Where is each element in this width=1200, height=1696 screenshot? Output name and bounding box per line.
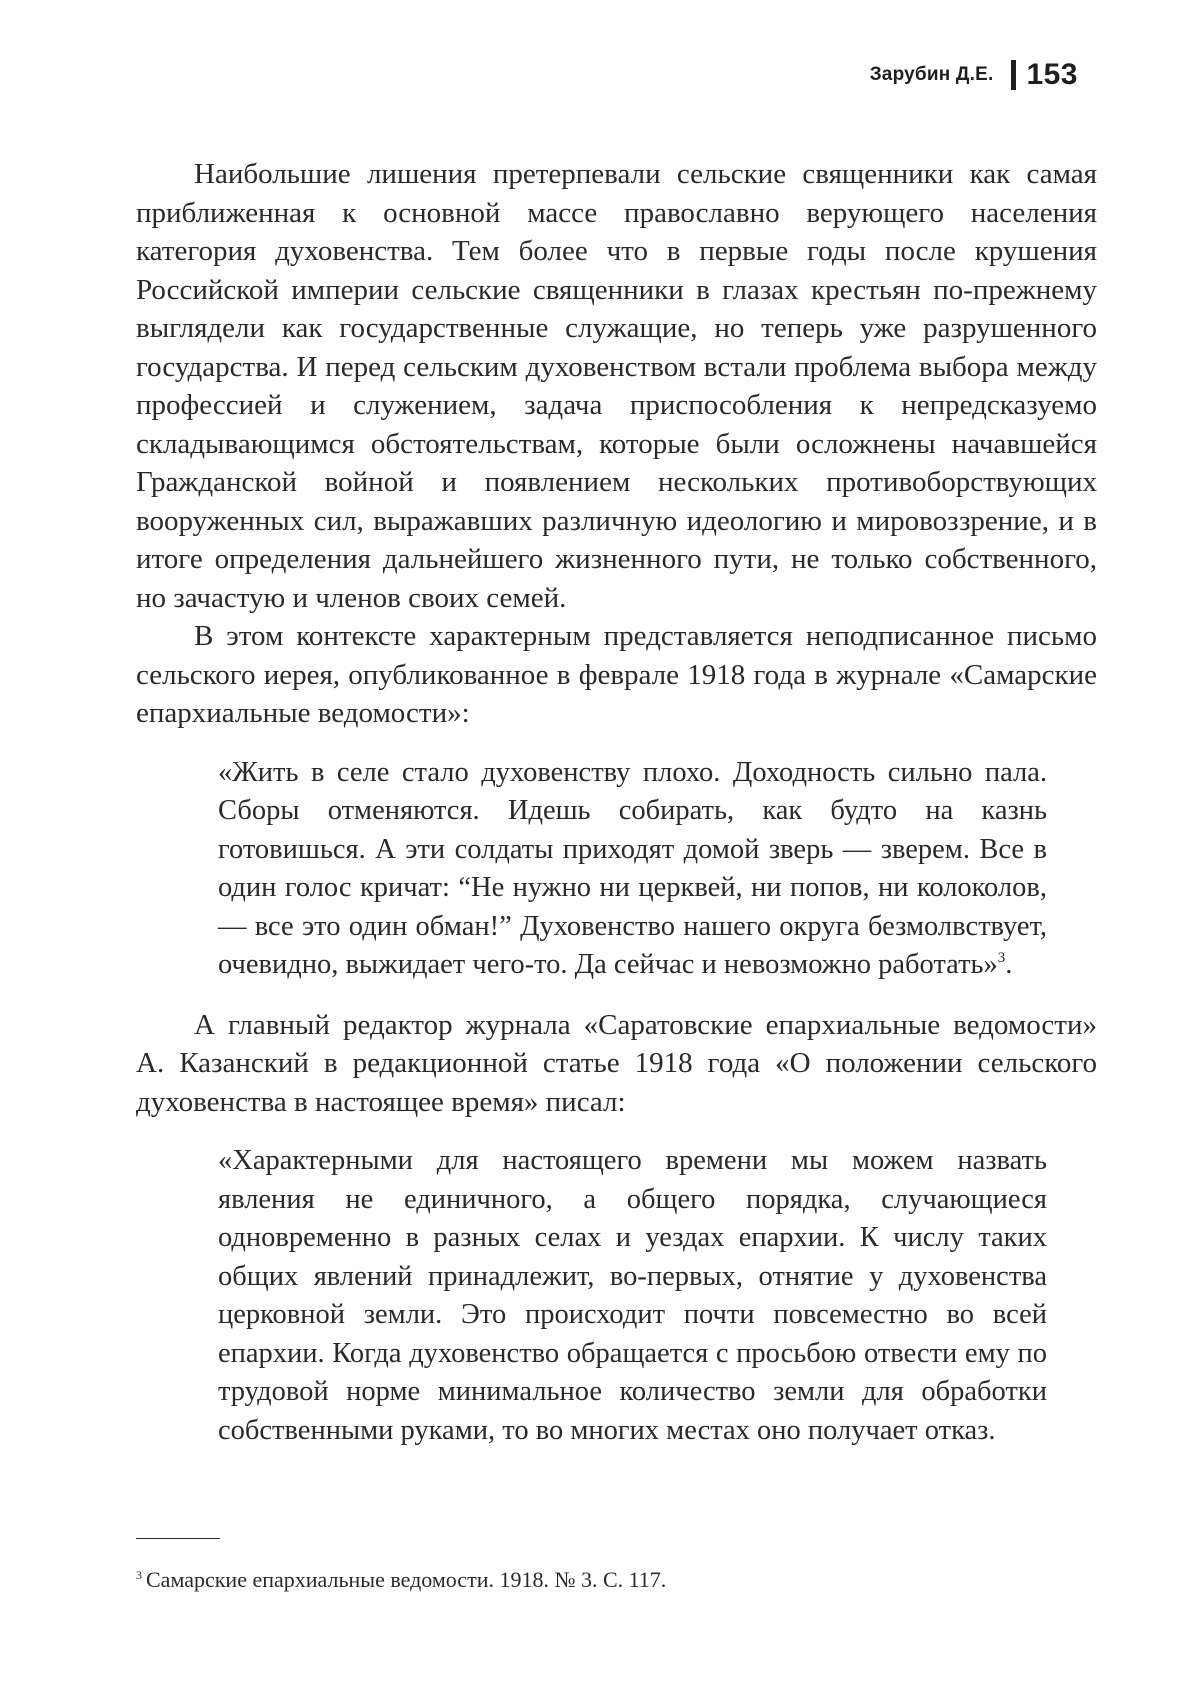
footnote-divider xyxy=(136,1538,220,1539)
footnote-text: Самарские епархиальные ведомости. 1918. № 3. С. 117. xyxy=(146,1567,667,1592)
paragraph-3: А главный редактор журнала «Саратовские епархиальные ведомости» А. Казанский в редакционной статье 1918 года «О положении сельского духовенства в настоящее время» писал: xyxy=(136,1008,1097,1118)
page-number: 153 xyxy=(1026,58,1078,91)
paragraph-2: В этом контексте характерным представляется неподписанное письмо сельского иерея, опубликованное в феврале 1918 года в журнале «Самарские епархиальные ведомости»: xyxy=(136,620,1097,729)
header-divider xyxy=(1011,60,1016,90)
block-quote-2: «Характерными для настоящего времени мы можем назвать явления не единичного, а общего порядка, случающиеся одновременно в разных селах и уездах епархии. К числу таких общих явлений принадлежит, во-первых, отнятие у духовенства церковной земли. Это происходит почти повсеместно во всей епархии. Когда духовенство обращается с просьбою отвести ему по трудовой норме минимальное количество земли для обработки собственными руками, то во многих местах оно получает отказ. xyxy=(218,1145,1047,1446)
body-text xyxy=(136,155,1097,1471)
paragraph-1: Наибольшие лишения претерпевали сельские священники как самая приближенная к основной массе православно верующего населения категория духовенства. Тем более что в первые годы после крушения Российской империи сельские священники в глазах крестьян по-прежнему выглядели как государственные служащие, но теперь уже разрушенного государства. И перед сельским духовенством встали проблема выбора между профессией и служением, задача приспособления к непредсказуемо складывающимся обстоятельствам, которые были осложнены начавшейся Гражданской войной и появлением нескольких противоборствующих вооруженных сил, выражавших различную идеологию и мировоззрение, и в итоге определения дальнейшего жизненного пути, не только собственного, но зачастую и членов своих семей. xyxy=(136,158,1097,614)
block-quote-1-tail: . xyxy=(1005,949,1013,980)
footnote-reference: 3 xyxy=(997,950,1006,966)
block-quote-1 xyxy=(218,754,1047,985)
footnote xyxy=(136,1566,666,1594)
footnote-marker: 3 xyxy=(136,1568,142,1582)
header-author: Зарубин Д.Е. xyxy=(869,64,994,85)
block-quote-1-text: «Жить в селе стало духовенству плохо. Доходность сильно пала. Сборы отменяются. Идешь собирать, как будто на казнь готовишься. А эти солдаты приходят домой зверь — зверем. Все в один голос кричат: “Не нужно ни церквей, ни попов, ни колоколов, — все это один обман!” Духовенство нашего округа безмолвствует, очевидно, выжидает чего-то. Да сейчас и невозможно работать» xyxy=(218,756,1047,980)
running-header xyxy=(870,58,1078,92)
